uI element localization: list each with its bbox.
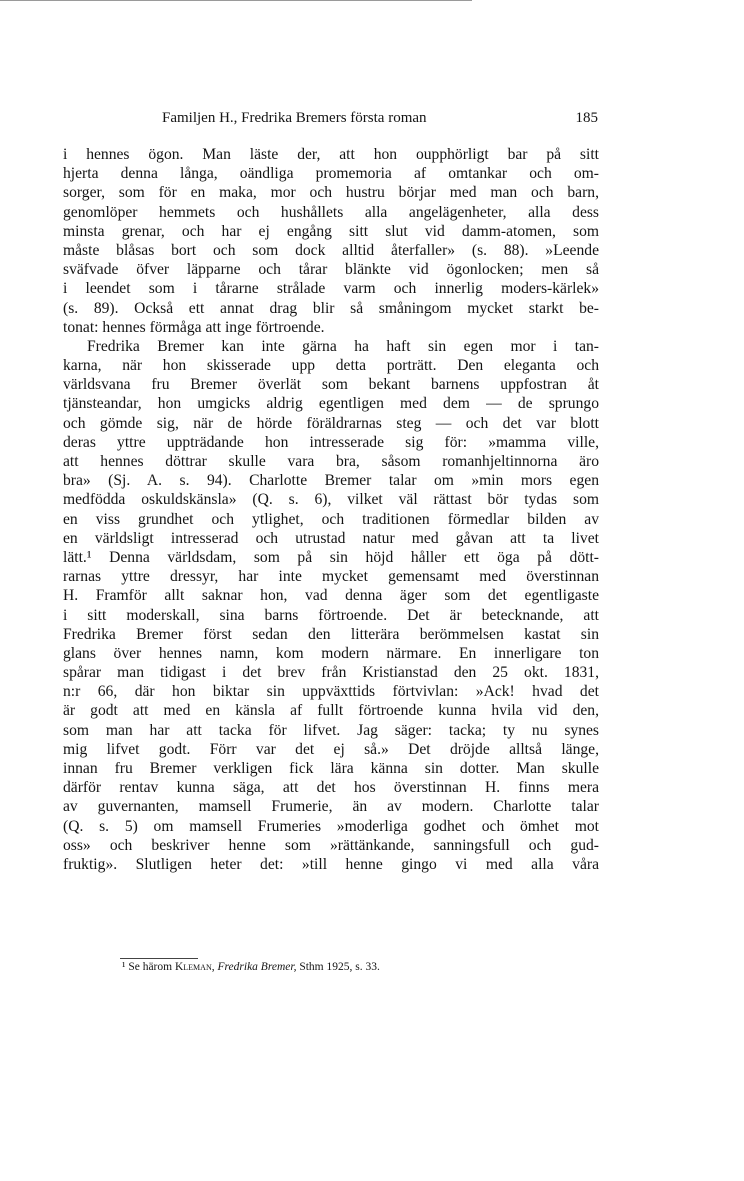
text-line: minsta grenar, och har ej engång sitt slut vid damm-atomen, som: [63, 222, 599, 240]
text-line: i hennes ögon. Man läste der, att hon oupphörligt bar på sitt: [63, 146, 599, 163]
footnote-author: Kleman,: [174, 961, 215, 973]
text-line: genomlöper hemmets och hushållets alla angelägenheter, alla dess: [63, 203, 599, 221]
text-line: mig lifvet godt. Förr var det ej så.» Det dröjde alltså länge,: [63, 740, 599, 758]
footnote-rest: Sthm 1925, s. 33.: [299, 961, 380, 973]
text-line: karna, när hon skisserade upp detta porträtt. Den eleganta och: [63, 357, 599, 375]
text-line: måste blåsas bort och som dock alltid återfaller» (s. 88). »Leende: [63, 241, 599, 259]
text-line: (s. 89). Också ett annat drag blir så småningom mycket starkt be-: [63, 299, 599, 317]
text-line: tjänsteandar, hon umgicks aldrig egentligen med dem — de sprungo: [63, 395, 599, 413]
text-line: (Q. s. 5) om mamsell Frumeries »moderliga godhet och ömhet mot: [63, 817, 599, 835]
text-line: Fredrika Bremer kan inte gärna ha haft sin egen mor i tan-: [87, 337, 599, 355]
text-line: lätt.¹ Denna världsdam, som på sin höjd håller ett öga på dött-: [63, 548, 599, 566]
footnote-marker: ¹: [122, 961, 126, 973]
text-line: H. Framför allt saknar hon, vad denna äger som det egentligaste: [63, 587, 599, 605]
top-edge-rule: [0, 0, 472, 1]
text-line: fruktig». Slutligen heter det: »till henne gingo vi med alla våra: [63, 855, 599, 873]
text-line: en viss grundhet och ytlighet, och traditionen förmedlar bilden av: [63, 510, 599, 528]
text-line: glans över hennes namn, kom modern närmare. En innerligare ton: [63, 644, 599, 662]
text-line: spårar man tidigast i det brev från Kristianstad den 25 okt. 1831,: [63, 664, 599, 682]
text-line: sväfvade öfver läpparne och tårar blänkte vid ögonlocken; men så: [63, 261, 599, 279]
text-line: Fredrika Bremer först sedan den litterära berömmelsen kastat sin: [63, 625, 599, 643]
footnote: [122, 961, 380, 973]
running-header: [110, 110, 600, 132]
text-line: i leendet som i tårarne strålade varm och innerlig moders-kärlek»: [63, 280, 599, 298]
text-line: innan fru Bremer verkligen fick lära känna sin dotter. Man skulle: [63, 760, 599, 777]
text-line: därför rentav kunna säga, att det hos överstinnan H. finns mera: [63, 779, 599, 797]
text-line: bra» (Sj. A. s. 94). Charlotte Bremer talar om »min mors egen: [63, 472, 599, 490]
text-line: en världsligt intresserad och utrustad natur med gåvan att ta livet: [63, 529, 599, 547]
text-line: hjerta denna långa, oändliga promemoria af omtankar och om-: [63, 165, 599, 183]
text-line: rarnas yttre dressyr, har inte mycket gemensamt med överstinnan: [63, 568, 599, 586]
text-line: världsvana fru Bremer överlät som bekant barnens uppfostran åt: [63, 376, 599, 394]
text-line: n:r 66, där hon biktar sin uppväxttids förtvivlan: »Ack! hvad det: [63, 683, 599, 701]
text-line: tonat: hennes förmåga att inge förtroende.: [63, 318, 325, 336]
text-line: oss» och beskriver henne som »rättänkande, sanningsfull och gud-: [63, 836, 599, 854]
text-line: är godt att med en känsla af fullt förtroende kunna hvila vid den,: [63, 702, 599, 720]
running-title: Familjen H., Fredrika Bremers första roman: [162, 110, 427, 126]
footnote-work-title: Fredrika Bremer,: [217, 961, 297, 973]
text-line: av guvernanten, mamsell Frumerie, än av modern. Charlotte talar: [63, 798, 599, 816]
text-line: medfödda oskuldskänsla» (Q. s. 6), vilket väl rättast bör tydas som: [63, 491, 599, 509]
text-line: att hennes döttrar skulle vara bra, såsom romanhjeltinnorna äro: [63, 453, 599, 470]
body-text: [63, 145, 599, 874]
page-number: 185: [575, 110, 598, 126]
text-line: deras yttre uppträdande hon intresserade sig för: »mamma ville,: [63, 433, 599, 451]
text-line: och gömde sig, när de hörde föräldrarnas steg — och det var blott: [63, 414, 599, 432]
footnote-rule: [120, 958, 198, 959]
text-line: i sitt moderskall, sina barns förtroende. Det är betecknande, att: [63, 606, 599, 624]
text-line: sorger, som för en maka, mor och hustru börjar med man och barn,: [63, 184, 599, 202]
text-line: som man har att tacka för lifvet. Jag säger: tacka; ty nu synes: [63, 721, 599, 739]
footnote-lead: Se härom: [128, 961, 173, 973]
